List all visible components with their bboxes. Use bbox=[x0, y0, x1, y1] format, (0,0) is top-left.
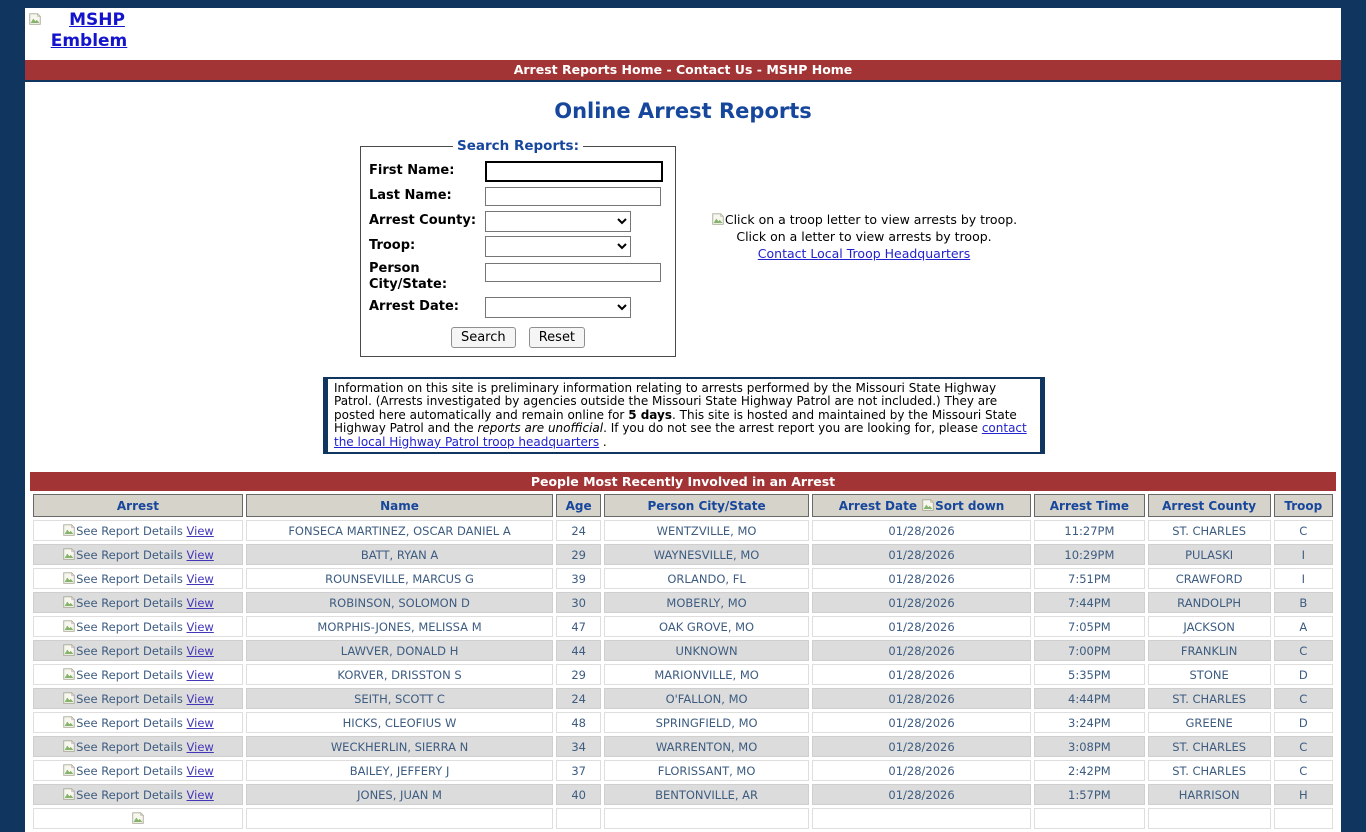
nav-link-arrest-reports-home[interactable]: Arrest Reports Home bbox=[513, 62, 663, 77]
see-report-details-alt-text: See Report Details bbox=[76, 740, 187, 755]
arrest-date-cell: 01/28/2026 bbox=[812, 736, 1031, 757]
arrest-date-select[interactable] bbox=[485, 297, 631, 318]
arrest-county-cell: HARRISON bbox=[1148, 784, 1271, 805]
person-city-state-cell: OAK GROVE, MO bbox=[604, 616, 809, 637]
name-cell: SEITH, SCOTT C bbox=[246, 688, 553, 709]
name-cell: BATT, RYAN A bbox=[246, 544, 553, 565]
arrest-cell bbox=[33, 568, 243, 589]
arrest-time-cell: 3:08PM bbox=[1034, 736, 1145, 757]
see-report-details-alt-text: See Report Details bbox=[76, 764, 187, 779]
nav-link-contact-us[interactable]: Contact Us bbox=[676, 62, 753, 77]
arrest-time-cell: 7:44PM bbox=[1034, 592, 1145, 613]
see-report-details-broken-image-icon bbox=[62, 595, 76, 609]
column-header-arrest-county: Arrest County bbox=[1148, 494, 1271, 517]
arrest-county-cell: RANDOLPH bbox=[1148, 592, 1271, 613]
arrest-date-cell: 01/28/2026 bbox=[812, 544, 1031, 565]
troop-row bbox=[369, 236, 667, 258]
person-city-state-cell: BENTONVILLE, AR bbox=[604, 784, 809, 805]
arrest-date-cell: 01/28/2026 bbox=[812, 664, 1031, 685]
troop-label: Troop: bbox=[369, 238, 416, 254]
age-cell bbox=[556, 808, 601, 829]
arrest-county-cell: CRAWFORD bbox=[1148, 568, 1271, 589]
table-row bbox=[33, 736, 1333, 757]
person-city-state-cell: WARRENTON, MO bbox=[604, 736, 809, 757]
arrest-county-cell: ST. CHARLES bbox=[1148, 688, 1271, 709]
person-city-state-label: Person City/State: bbox=[369, 261, 448, 292]
troop-cell: D bbox=[1274, 712, 1333, 733]
arrest-date-cell: 01/28/2026 bbox=[812, 760, 1031, 781]
first-name-row bbox=[369, 160, 667, 182]
age-cell: 44 bbox=[556, 640, 601, 661]
table-row bbox=[33, 640, 1333, 661]
arrest-time-cell: 10:29PM bbox=[1034, 544, 1145, 565]
view-report-link[interactable]: View bbox=[186, 764, 214, 779]
see-report-details-broken-image-icon bbox=[62, 739, 76, 753]
name-cell: ROBINSON, SOLOMON D bbox=[246, 592, 553, 613]
search-reports-legend: Search Reports: bbox=[457, 138, 579, 154]
table-row bbox=[33, 544, 1333, 565]
name-cell: FONSECA MARTINEZ, OSCAR DANIEL A bbox=[246, 520, 553, 541]
form-buttons-row bbox=[367, 326, 669, 348]
notice-text: Information on this site is preliminary information relating to arrests performed by the Missouri State Highway Patrol. (Arrests investigated by agencies outside the Missouri State Highway Patrol are not included.) They are posted here automatically and remain online for bbox=[334, 380, 998, 422]
view-report-link[interactable]: View bbox=[186, 548, 214, 563]
see-report-details-broken-image-icon bbox=[62, 547, 76, 561]
name-cell: BAILEY, JEFFERY J bbox=[246, 760, 553, 781]
view-report-link[interactable]: View bbox=[186, 716, 214, 731]
search-button[interactable]: Search bbox=[451, 327, 516, 348]
troop-instruction-text: Click on a letter to view arrests by troop. bbox=[736, 229, 992, 244]
view-report-link[interactable]: View bbox=[186, 572, 214, 587]
last-name-input[interactable] bbox=[485, 187, 661, 206]
troop-select[interactable] bbox=[485, 236, 631, 257]
arrest-time-cell: 7:00PM bbox=[1034, 640, 1145, 661]
see-report-details-alt-text: See Report Details bbox=[76, 644, 187, 659]
table-header-row bbox=[33, 494, 1333, 517]
view-report-link[interactable]: View bbox=[186, 740, 214, 755]
arrest-date-row bbox=[369, 296, 667, 318]
table-row bbox=[33, 760, 1333, 781]
view-report-link[interactable]: View bbox=[186, 644, 214, 659]
arrest-cell bbox=[33, 592, 243, 613]
page-title: Online Arrest Reports bbox=[554, 99, 812, 123]
troop-cell: C bbox=[1274, 640, 1333, 661]
see-report-details-alt-text: See Report Details bbox=[76, 548, 187, 563]
page-frame bbox=[25, 8, 1341, 832]
reset-button[interactable]: Reset bbox=[529, 327, 585, 348]
arrest-county-cell: FRANKLIN bbox=[1148, 640, 1271, 661]
arrest-county-select[interactable] bbox=[485, 211, 631, 232]
notice-text: . If you do not see the arrest report you are looking for, please bbox=[603, 421, 982, 436]
arrest-date-cell: 01/28/2026 bbox=[812, 616, 1031, 637]
arrest-county-cell: STONE bbox=[1148, 664, 1271, 685]
see-report-details-alt-text: See Report Details bbox=[76, 788, 187, 803]
column-header-arrest-time: Arrest Time bbox=[1034, 494, 1145, 517]
person-city-state-cell: SPRINGFIELD, MO bbox=[604, 712, 809, 733]
person-city-state-cell: O'FALLON, MO bbox=[604, 688, 809, 709]
arrest-date-cell: 01/28/2026 bbox=[812, 640, 1031, 661]
nav-link-mshp-home[interactable]: MSHP Home bbox=[766, 62, 853, 77]
notice-italic-text: reports are unofficial bbox=[477, 421, 604, 436]
arrest-time-cell: 3:24PM bbox=[1034, 712, 1145, 733]
person-city-state-cell: MARIONVILLE, MO bbox=[604, 664, 809, 685]
view-report-link[interactable]: View bbox=[186, 620, 214, 635]
arrest-time-cell bbox=[1034, 808, 1145, 829]
troop-cell: C bbox=[1274, 736, 1333, 757]
table-row bbox=[33, 520, 1333, 541]
troop-cell: C bbox=[1274, 688, 1333, 709]
arrest-date-cell: 01/28/2026 bbox=[812, 568, 1031, 589]
arrest-time-cell: 7:51PM bbox=[1034, 568, 1145, 589]
last-name-label: Last Name: bbox=[369, 187, 452, 203]
person-city-state-cell: FLORISSANT, MO bbox=[604, 760, 809, 781]
contact-local-troop-headquarters-link[interactable]: Contact Local Troop Headquarters bbox=[757, 246, 971, 261]
table-row bbox=[33, 592, 1333, 613]
person-city-state-cell: ORLANDO, FL bbox=[604, 568, 809, 589]
view-report-link[interactable]: View bbox=[186, 788, 214, 803]
troop-cell: D bbox=[1274, 664, 1333, 685]
troop-cell: H bbox=[1274, 784, 1333, 805]
see-report-details-alt-text: See Report Details bbox=[76, 620, 187, 635]
mshp-emblem-alt-text: MSHP Emblem bbox=[50, 10, 128, 52]
table-row bbox=[33, 616, 1333, 637]
see-report-details-alt-text: See Report Details bbox=[76, 572, 187, 587]
arrest-cell bbox=[33, 664, 243, 685]
arrest-county-row bbox=[369, 210, 667, 232]
notice-text: . This site is hosted and maintained by the Missouri State Highway Patrol and the bbox=[334, 407, 1017, 436]
table-banner: People Most Recently Involved in an Arrest bbox=[30, 472, 1336, 491]
troop-cell: B bbox=[1274, 592, 1333, 613]
person-city-state-cell: WAYNESVILLE, MO bbox=[604, 544, 809, 565]
age-cell: 47 bbox=[556, 616, 601, 637]
troop-map-broken-image-icon bbox=[711, 212, 725, 226]
arrest-cell bbox=[33, 808, 243, 829]
see-report-details-alt-text: See Report Details bbox=[76, 596, 187, 611]
age-cell: 40 bbox=[556, 784, 601, 805]
person-city-state-cell: UNKNOWN bbox=[604, 640, 809, 661]
view-report-link[interactable]: View bbox=[186, 596, 214, 611]
search-form-rows bbox=[367, 160, 669, 318]
troop-cell: A bbox=[1274, 616, 1333, 637]
see-report-details-alt-text: See Report Details bbox=[76, 524, 187, 539]
age-cell: 24 bbox=[556, 688, 601, 709]
top-header-band bbox=[25, 8, 1341, 60]
notice-text: . bbox=[599, 434, 607, 449]
troop-cell: C bbox=[1274, 520, 1333, 541]
see-report-details-broken-image-icon bbox=[62, 667, 76, 681]
column-header-name: Name bbox=[246, 494, 553, 517]
name-cell: KORVER, DRISSTON S bbox=[246, 664, 553, 685]
name-cell: JONES, JUAN M bbox=[246, 784, 553, 805]
form-zone bbox=[25, 136, 1341, 357]
arrest-county-cell: PULASKI bbox=[1148, 544, 1271, 565]
age-cell: 30 bbox=[556, 592, 601, 613]
arrest-cell bbox=[33, 640, 243, 661]
view-report-link[interactable]: View bbox=[186, 524, 214, 539]
column-header-arrest-date[interactable]: Arrest Date Sort down bbox=[812, 494, 1031, 517]
arrest-date-cell: 01/28/2026 bbox=[812, 784, 1031, 805]
arrest-time-cell: 1:57PM bbox=[1034, 784, 1145, 805]
arrest-county-cell: ST. CHARLES bbox=[1148, 520, 1271, 541]
column-header-age: Age bbox=[556, 494, 601, 517]
view-report-link[interactable]: View bbox=[186, 668, 214, 683]
name-cell: ROUNSEVILLE, MARCUS G bbox=[246, 568, 553, 589]
troop-cell: C bbox=[1274, 760, 1333, 781]
notice-bold-text: 5 days bbox=[628, 407, 672, 422]
navbar: Arrest Reports Home - Contact Us - MSHP Home bbox=[25, 60, 1341, 82]
see-report-details-broken-image-icon bbox=[62, 715, 76, 729]
column-header-person-city-state: Person City/State bbox=[604, 494, 809, 517]
arrest-time-cell: 7:05PM bbox=[1034, 616, 1145, 637]
name-cell: HICKS, CLEOFIUS W bbox=[246, 712, 553, 733]
see-report-details-alt-text: See Report Details bbox=[76, 716, 187, 731]
column-header-arrest: Arrest bbox=[33, 494, 243, 517]
sort-down-broken-image-icon bbox=[921, 498, 935, 512]
arrest-cell bbox=[33, 736, 243, 757]
table-row bbox=[33, 712, 1333, 733]
person-city-state-cell: WENTZVILLE, MO bbox=[604, 520, 809, 541]
age-cell: 37 bbox=[556, 760, 601, 781]
person-city-state-input[interactable] bbox=[485, 263, 661, 282]
age-cell: 24 bbox=[556, 520, 601, 541]
partial-table-row bbox=[33, 808, 1333, 829]
troop-cell: I bbox=[1274, 544, 1333, 565]
troop-cell: I bbox=[1274, 568, 1333, 589]
person-city-state-cell: MOBERLY, MO bbox=[604, 592, 809, 613]
search-reports-fieldset bbox=[360, 138, 676, 357]
arrest-county-cell bbox=[1148, 808, 1271, 829]
arrest-time-cell: 2:42PM bbox=[1034, 760, 1145, 781]
person-city-state-cell bbox=[604, 808, 809, 829]
mshp-emblem-broken-image-icon bbox=[28, 12, 42, 26]
troop-cell bbox=[1274, 808, 1333, 829]
arrest-cell bbox=[33, 760, 243, 781]
first-name-label: First Name: bbox=[369, 162, 455, 178]
arrest-county-cell: GREENE bbox=[1148, 712, 1271, 733]
see-report-details-broken-image-icon bbox=[131, 811, 145, 825]
last-name-row bbox=[369, 186, 667, 207]
mshp-emblem-link[interactable] bbox=[28, 10, 150, 53]
arrest-county-cell: ST. CHARLES bbox=[1148, 736, 1271, 757]
table-row bbox=[33, 688, 1333, 709]
see-report-details-broken-image-icon bbox=[62, 643, 76, 657]
arrest-cell bbox=[33, 712, 243, 733]
age-cell: 39 bbox=[556, 568, 601, 589]
name-cell bbox=[246, 808, 553, 829]
arrest-cell bbox=[33, 520, 243, 541]
age-cell: 48 bbox=[556, 712, 601, 733]
arrest-cell bbox=[33, 784, 243, 805]
age-cell: 34 bbox=[556, 736, 601, 757]
arrest-table-body bbox=[33, 520, 1333, 829]
arrest-cell bbox=[33, 688, 243, 709]
see-report-details-alt-text: See Report Details bbox=[76, 692, 187, 707]
arrest-date-cell: 01/28/2026 bbox=[812, 688, 1031, 709]
table-row bbox=[33, 568, 1333, 589]
see-report-details-broken-image-icon bbox=[62, 619, 76, 633]
arrest-county-cell: ST. CHARLES bbox=[1148, 760, 1271, 781]
person-city-state-row bbox=[369, 261, 667, 292]
see-report-details-broken-image-icon bbox=[62, 691, 76, 705]
name-cell: WECKHERLIN, SIERRA N bbox=[246, 736, 553, 757]
troop-map-alt-line bbox=[694, 212, 1034, 227]
view-report-link[interactable]: View bbox=[186, 692, 214, 707]
see-report-details-alt-text: See Report Details bbox=[76, 668, 187, 683]
arrest-table bbox=[30, 491, 1336, 832]
see-report-details-broken-image-icon bbox=[62, 523, 76, 537]
troop-map-alt-text: Click on a troop letter to view arrests by troop. bbox=[724, 212, 1018, 227]
arrest-date-cell: 01/28/2026 bbox=[812, 520, 1031, 541]
arrest-county-cell: JACKSON bbox=[1148, 616, 1271, 637]
arrest-county-label: Arrest County: bbox=[369, 212, 477, 228]
troop-panel bbox=[694, 212, 1034, 261]
sort-down-label[interactable]: Sort down bbox=[935, 499, 1005, 514]
arrest-date-cell: 01/28/2026 bbox=[812, 712, 1031, 733]
arrest-cell bbox=[33, 544, 243, 565]
see-report-details-broken-image-icon bbox=[62, 787, 76, 801]
table-row bbox=[33, 784, 1333, 805]
column-header-troop: Troop bbox=[1274, 494, 1333, 517]
arrest-time-cell: 11:27PM bbox=[1034, 520, 1145, 541]
arrest-date-label: Arrest Date: bbox=[369, 299, 459, 315]
arrest-cell bbox=[33, 616, 243, 637]
name-cell: MORPHIS-JONES, MELISSA M bbox=[246, 616, 553, 637]
first-name-input[interactable] bbox=[485, 161, 663, 182]
notice-contact-troop-link[interactable]: contact the local Highway Patrol troop headquarters bbox=[334, 421, 1027, 449]
see-report-details-broken-image-icon bbox=[62, 763, 76, 777]
arrest-time-cell: 4:44PM bbox=[1034, 688, 1145, 709]
age-cell: 29 bbox=[556, 544, 601, 565]
arrest-date-cell bbox=[812, 808, 1031, 829]
arrest-date-cell: 01/28/2026 bbox=[812, 592, 1031, 613]
arrest-time-cell: 5:35PM bbox=[1034, 664, 1145, 685]
age-cell: 29 bbox=[556, 664, 601, 685]
notice-box bbox=[323, 377, 1045, 455]
name-cell: LAWVER, DONALD H bbox=[246, 640, 553, 661]
see-report-details-broken-image-icon bbox=[62, 571, 76, 585]
table-row bbox=[33, 664, 1333, 685]
